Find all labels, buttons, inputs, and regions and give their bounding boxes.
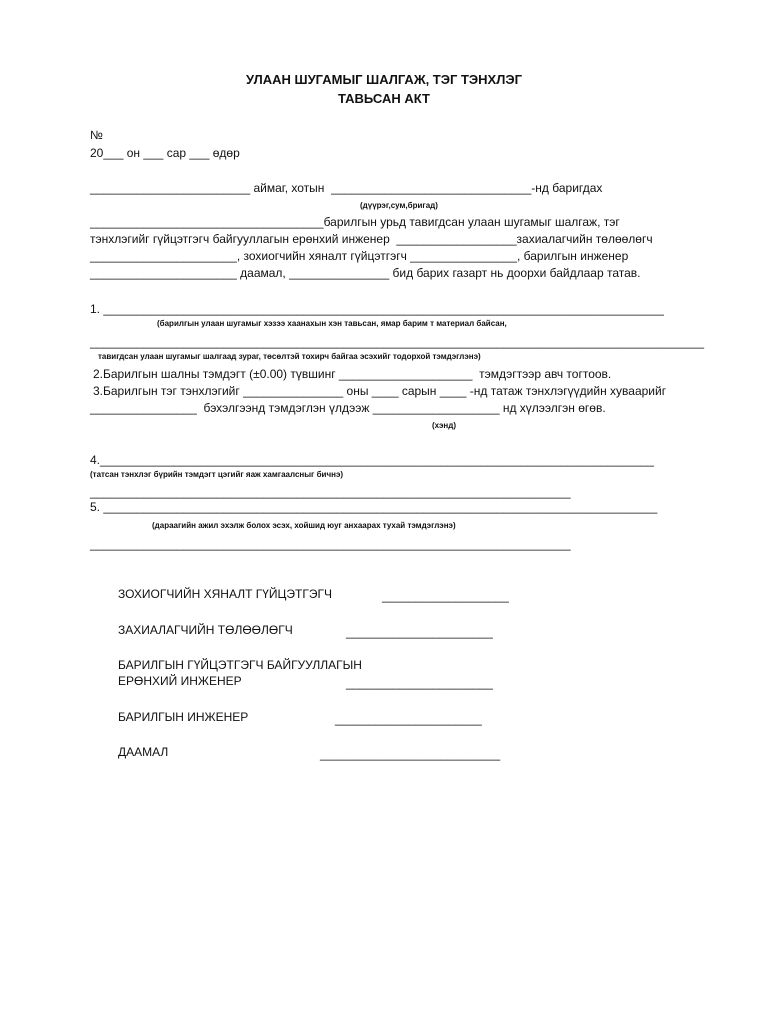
note-district: (дүүрэг,сум,бригад) — [360, 201, 438, 210]
signature-line-author-supervisor: ___________________ — [382, 589, 509, 603]
item-1: 1. ____________________________________________________________________________________ — [90, 302, 664, 316]
note-item-1b: тавигдсан улаан шугамыг шалгаад зураг, төсөлтэй тохирч байгаа эсэхийг тодорхой тэмдэглэнэ) — [98, 352, 481, 361]
document-title-line1: УЛААН ШУГАМЫГ ШАЛГАЖ, ТЭГ ТЭНХЛЭГ — [246, 72, 522, 87]
body-line-1: ________________________ аймаг, хотын ______________________________-нд баригдах — [90, 181, 603, 195]
item-2: 2.Барилгын шалны тэмдэгт (±0.00) түвшинг ____________________ тэмдэгтээр авч тогтоов. — [93, 367, 612, 381]
note-item-1: (барилгын улаан шугамыг хэзээ хаанахын хэн тавьсан, ямар барим т материал байсан, — [157, 319, 507, 328]
body-line-2: ___________________________________барилгын урьд тавигдсан улаан шугамыг шалгаж, тэг — [90, 215, 620, 229]
signature-line-contractor-chief-engineer: ______________________ — [346, 676, 493, 690]
blank-line-1: ____________________________________________________________________________________________ — [90, 335, 704, 349]
date-line: 20___ он ___ сар ___ өдөр — [90, 146, 240, 160]
blank-line-3: ________________________________________________________________________ — [90, 537, 571, 551]
signature-label-foreman: ДААМАЛ — [118, 745, 169, 759]
signature-line-building-engineer: ______________________ — [335, 712, 482, 726]
body-line-5: ______________________ даамал, _______________ бид барих газарт нь доорхи байдлаар татав. — [90, 266, 641, 280]
signature-label-building-engineer: БАРИЛГЫН ИНЖЕНЕР — [118, 710, 249, 724]
item-5: 5. ___________________________________________________________________________________ — [90, 500, 658, 514]
note-item-4: (татсан тэнхлэг бүрийн тэмдэгт цэгийг яаж хамгаалсныг бичнэ) — [90, 470, 344, 479]
signature-line-client-representative: ______________________ — [346, 625, 493, 639]
body-line-6: ________________ бэхэлгээнд тэмдэглэн үлдээж ___________________ нд хүлээлгэн өгөв. — [90, 401, 606, 415]
signature-label-contractor-chief-engineer-2: ЕРӨНХИЙ ИНЖЕНЕР — [118, 674, 242, 688]
signature-label-contractor-chief-engineer: БАРИЛГЫН ГҮЙЦЭТГЭГЧ БАЙГУУЛЛАГЫН — [118, 658, 362, 672]
body-line-4: ______________________, зохиогчийн хяналт гүйцэтгэгч ________________, барилгын инженер — [90, 249, 629, 263]
signature-line-foreman: ___________________________ — [320, 747, 501, 761]
blank-line-2: ________________________________________________________________________ — [90, 485, 571, 499]
act-number-label: № — [90, 128, 103, 142]
item-3: 3.Барилгын тэг тэнхлэгийг _______________ оны ____ сарын ____ -нд татаж тэнхлэгүүдийн хуваарийг — [93, 384, 667, 398]
note-item-5: (дараагийн ажил эхэлж болох эсэх, хойшид юуг анхаарах тухай тэмдэглэнэ) — [152, 521, 456, 530]
note-who: (хэнд) — [432, 421, 456, 430]
document-title-line2: ТАВЬСАН АКТ — [338, 91, 430, 106]
item-4: 4.___________________________________________________________________________________ — [90, 453, 654, 467]
signature-label-client-representative: ЗАХИАЛАГЧИЙН ТӨЛӨӨЛӨГЧ — [118, 623, 293, 637]
signature-label-author-supervisor: ЗОХИОГЧИЙН ХЯНАЛТ ГҮЙЦЭТГЭГЧ — [118, 587, 333, 601]
body-line-3: тэнхлэгийг гүйцэтгэгч байгууллагын ерөнхий инженер __________________захиалагчийн төлөөлөгч — [90, 232, 653, 246]
